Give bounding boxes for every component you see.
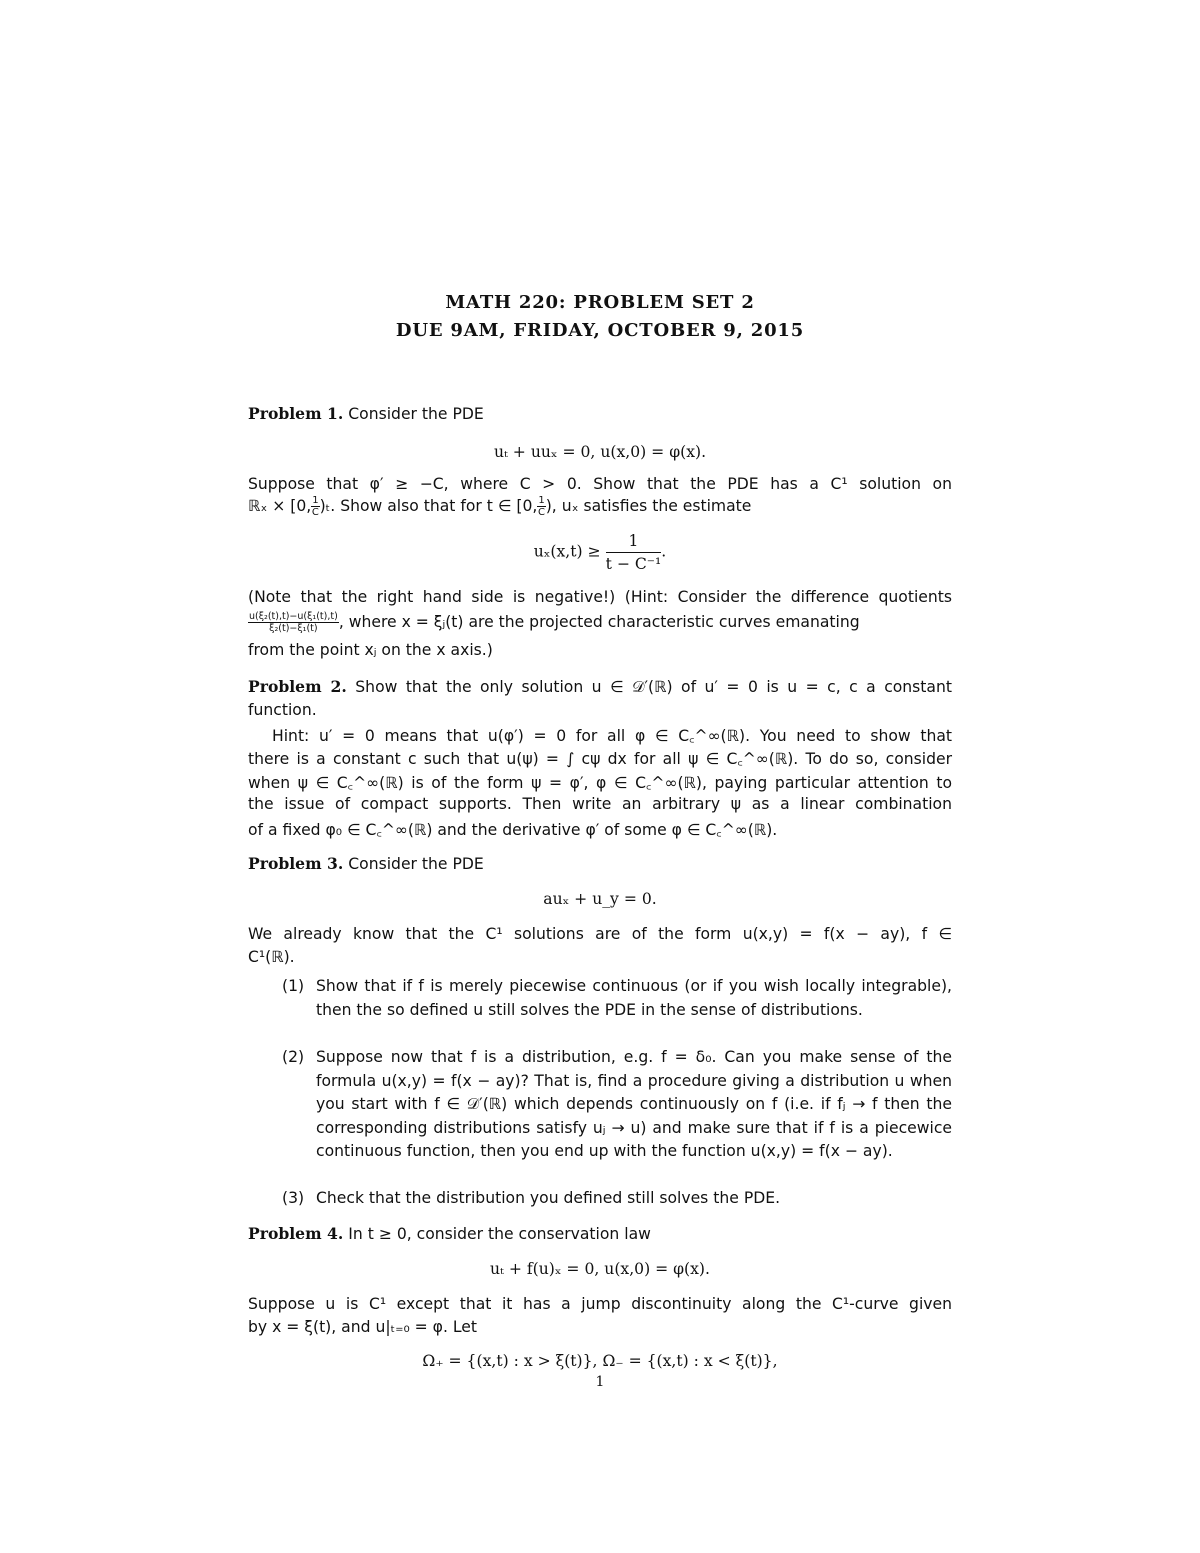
fraction-numerator: 1 <box>538 495 545 506</box>
problem2-line7: of a fixed φ₀ ∈ C꜀^∞(ℝ) and the derivative φ′ of some φ ∈ C꜀^∞(ℝ). <box>248 821 778 839</box>
list-item-number: (1) <box>282 977 305 995</box>
difference-quotient <box>248 611 339 634</box>
list-item <box>282 975 952 1022</box>
problem1-estimate <box>0 530 1200 575</box>
problem2-line5: when ψ ∈ C꜀^∞(ℝ) is of the form ψ = φ′, φ ∈ C꜀^∞(ℝ), paying particular attention to <box>248 774 952 792</box>
problem2-line3: Hint: u′ = 0 means that u(φ′) = 0 for all φ ∈ C꜀^∞(ℝ). You need to show that <box>272 727 952 745</box>
problem4-equation: uₜ + f(u)ₓ = 0, u(x,0) = φ(x). <box>490 1260 710 1278</box>
page-number: 1 <box>595 1374 605 1390</box>
problem2-line1 <box>248 677 952 697</box>
problem3-intro-line <box>248 854 952 873</box>
fraction <box>311 495 319 518</box>
problem1-line1: Suppose that φ′ ≥ −C, where C > 0. Show that the PDE has a C¹ solution on <box>248 475 952 493</box>
list-item-text: Show that if f is merely piecewise continuous (or if you wish locally integrable), then the so defined u still solves the PDE in the sense of distributions. <box>316 977 952 1019</box>
problem3-heading: Problem 3. <box>248 854 344 873</box>
estimate-denominator: t − C⁻¹ <box>605 555 662 573</box>
dq-numerator: u(ξ₂(t),t)−u(ξ₁(t),t) <box>249 611 338 622</box>
estimate-fraction <box>606 530 662 575</box>
problem2-heading: Problem 2. <box>248 677 347 696</box>
problem3-line1: We already know that the C¹ solutions are of the form u(x,y) = f(x − ay), f ∈ <box>248 925 952 943</box>
problem1-line2a: ℝₓ × [0, <box>248 497 312 515</box>
fraction-denominator: C <box>538 507 545 518</box>
problem1-line2c: ), uₓ satisfies the estimate <box>545 497 752 515</box>
problem1-line4 <box>248 611 952 634</box>
problem1-line5: from the point xⱼ on the x axis.) <box>248 641 493 659</box>
problem3-equation: auₓ + u_y = 0. <box>543 890 657 908</box>
problem4-line1: Suppose u is C¹ except that it has a jump discontinuity along the C¹-curve given <box>248 1295 952 1313</box>
problem4-line2: by x = ξ(t), and u|ₜ₌₀ = φ. Let <box>248 1318 477 1336</box>
dq-denominator: ξ₂(t)−ξ₁(t) <box>269 623 318 634</box>
problem1-line2b: )ₜ. Show also that for t ∈ [0, <box>319 497 538 515</box>
list-item <box>282 1187 952 1211</box>
problem1-heading: Problem 1. <box>248 404 344 423</box>
list-item-number: (3) <box>282 1189 305 1207</box>
problem4-equation2: Ω₊ = {(x,t) : x > ξ(t)}, Ω₋ = {(x,t) : x < ξ(t)}, <box>422 1352 778 1370</box>
problem4-heading: Problem 4. <box>248 1224 344 1243</box>
list-item-text: Suppose now that f is a distribution, e.g. f = δ₀. Can you make sense of the formula u(x,y) = f(x − ay)? That is, find a procedure giving a distribution u when you start with f ∈ 𝒟′(ℝ) which depends continuously on f (i.e. if fⱼ → f then the corresponding distributions satisfy uⱼ → u) and make sure that if f is a piecewice continuous function, then you end up with the function u(x,y) = f(x − ay). <box>316 1048 952 1160</box>
problem1-line4-text: , where x = ξⱼ(t) are the projected characteristic curves emanating <box>338 613 860 631</box>
problem1-intro: Consider the PDE <box>348 405 484 423</box>
fraction-numerator: 1 <box>312 495 319 506</box>
problem4-intro-line <box>248 1224 952 1243</box>
problem2-line4: there is a constant c such that u(ψ) = ∫ cψ dx for all ψ ∈ C꜀^∞(ℝ). To do so, consider <box>248 750 952 768</box>
problem1-line2 <box>248 495 952 518</box>
list-item-number: (2) <box>282 1048 305 1066</box>
list-item <box>282 1046 952 1164</box>
problem4-intro: In t ≥ 0, consider the conservation law <box>348 1225 651 1243</box>
problem1-intro-line <box>248 404 952 423</box>
problem3-line2: C¹(ℝ). <box>248 948 295 966</box>
list-item-text: Check that the distribution you defined still solves the PDE. <box>316 1189 781 1207</box>
page-title: MATH 220: PROBLEM SET 2 <box>445 292 755 313</box>
estimate-end: . <box>661 542 667 561</box>
estimate-numerator: 1 <box>606 530 662 553</box>
problem2-line2: function. <box>248 701 317 719</box>
page-subtitle: DUE 9AM, FRIDAY, OCTOBER 9, 2015 <box>395 320 805 341</box>
estimate-lhs: uₓ(x,t) ≥ <box>533 542 601 561</box>
problem2-line6: the issue of compact supports. Then write an arbitrary ψ as a linear combination <box>248 795 952 813</box>
fraction <box>537 495 545 518</box>
problem1-line3: (Note that the right hand side is negative!) (Hint: Consider the difference quotients <box>248 588 952 606</box>
problem3-intro: Consider the PDE <box>348 855 484 873</box>
problem2-line1-text: Show that the only solution u ∈ 𝒟′(ℝ) of u′ = 0 is u = c, c a constant <box>355 678 952 696</box>
problem1-equation: uₜ + uuₓ = 0, u(x,0) = φ(x). <box>493 443 707 461</box>
fraction-denominator: C <box>311 507 319 518</box>
